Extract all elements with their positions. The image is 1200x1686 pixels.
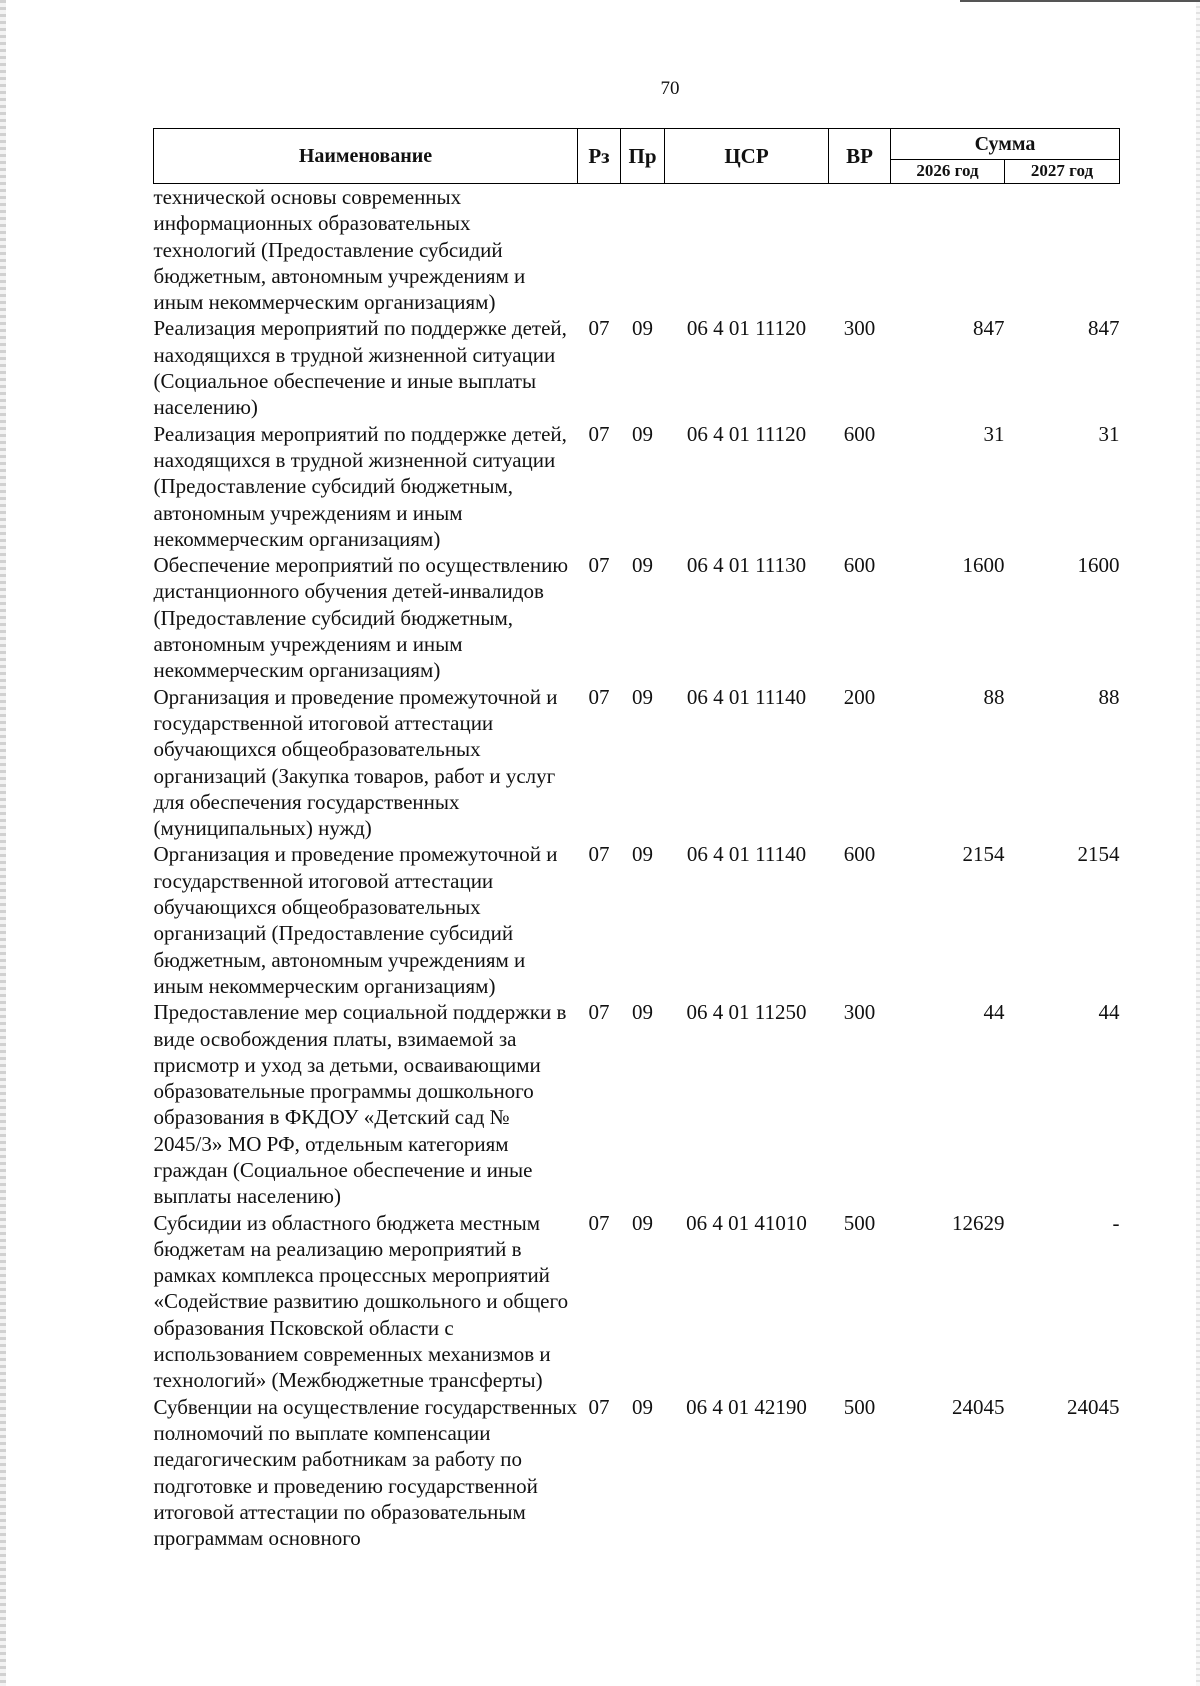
table-row: [154, 999, 1120, 1209]
row-name: Субвенции на осуществление государственных полномочий по выплате компенсации педагогическим работникам за работу по подготовке и проведению государственной итоговой аттестации по образовательным программам основного: [153, 1394, 578, 1551]
row-vr: 600: [843, 553, 876, 578]
row-pr: [621, 184, 665, 316]
row-name: Организация и проведение промежуточной и государственной итоговой аттестации обучающихся общеобразовательных организаций (Предоставление субсидий бюджетным, автономным учреждениям и иным некоммерческим организациям): [153, 842, 558, 998]
row-rz: [578, 184, 621, 316]
row-rz: 07: [588, 1000, 610, 1025]
row-name: Предоставление мер социальной поддержки в виде освобождения платы, взимаемой за присмотр и уход за детьми, осваивающими образовательные программы дошкольного образования в ФКДОУ «Детский сад № 2045/3» МО РФ, отдельным категориям граждан (Социальное обеспечение и иные выплаты населению): [153, 1000, 567, 1209]
row-pr: 09: [632, 684, 653, 709]
row-csr: 06 4 01 11120: [686, 421, 807, 446]
header-year-2026: 2026 год: [891, 159, 1005, 183]
table-row: [154, 684, 1120, 842]
row-pr: 09: [632, 1394, 653, 1419]
row-csr: 06 4 01 41010: [686, 1210, 807, 1235]
row-vr: 600: [843, 421, 876, 446]
row-sum-2026: 1600: [962, 553, 1005, 578]
table-row: [154, 421, 1120, 552]
row-sum-2027: 44: [1098, 1000, 1120, 1025]
row-csr: 06 4 01 11120: [686, 316, 807, 341]
scan-edge-left: [0, 0, 6, 1686]
row-name: Организация и проведение промежуточной и государственной итоговой аттестации обучающихся общеобразовательных организаций (Закупка товаров, работ и услуг для обеспечения государственных (муниципальных) нужд): [153, 684, 558, 841]
header-name: Наименование: [154, 129, 578, 184]
row-name: Реализация мероприятий по поддержке детей, находящихся в трудной жизненной ситуации (Социальное обеспечение и иные выплаты населению): [153, 316, 567, 420]
row-sum-2026: 24045: [952, 1394, 1005, 1419]
row-rz: 07: [588, 1394, 610, 1419]
row-rz: 07: [588, 553, 610, 578]
scan-edge-right: [1196, 0, 1200, 1686]
row-csr: 06 4 01 11250: [686, 1000, 807, 1025]
row-sum-2027: 2154: [1077, 842, 1120, 867]
table-row: [154, 1394, 1120, 1552]
row-sum-2026: 2154: [962, 842, 1005, 867]
row-pr: 09: [632, 553, 653, 578]
table-row: [154, 184, 1120, 316]
row-pr: 09: [632, 842, 653, 867]
row-vr: 500: [843, 1210, 876, 1235]
row-sum-2026: 847: [973, 316, 1005, 341]
header-pr: Пр: [621, 129, 665, 184]
row-sum-2026: 12629: [952, 1210, 1005, 1235]
row-sum-2026: 44: [983, 1000, 1005, 1025]
row-sum-2027: 88: [1098, 684, 1120, 709]
table-row: [154, 315, 1120, 420]
budget-table: [153, 128, 1120, 1551]
row-sum-2027: 847: [1088, 316, 1120, 341]
header-rz: Рз: [578, 129, 621, 184]
row-csr: 06 4 01 11130: [686, 553, 807, 578]
row-sum-2027: 31: [1098, 421, 1120, 446]
header-vr: ВР: [829, 129, 891, 184]
table-header: [154, 129, 1120, 184]
header-year-2027: 2027 год: [1005, 159, 1120, 183]
row-vr: 200: [843, 684, 876, 709]
row-pr: 09: [632, 1000, 653, 1025]
row-rz: 07: [588, 1210, 610, 1235]
row-name: технической основы современных информационных образовательных технологий (Предоставление субсидий бюджетным, автономным учреждениям и иным некоммерческим организациям): [153, 185, 526, 315]
table-row: [154, 552, 1120, 683]
row-vr: 300: [843, 316, 876, 341]
row-rz: 07: [588, 316, 610, 341]
row-vr: 500: [843, 1394, 876, 1419]
header-csr: ЦСР: [665, 129, 829, 184]
row-sum-2027: 1600: [1077, 553, 1120, 578]
row-name: Реализация мероприятий по поддержке детей, находящихся в трудной жизненной ситуации (Предоставление субсидий бюджетным, автономным учреждениям и иным некоммерческим организациям): [153, 421, 567, 551]
row-csr: 06 4 01 11140: [686, 842, 807, 867]
row-name: Субсидии из областного бюджета местным бюджетам на реализацию мероприятий в рамках комплекса процессных мероприятий «Содействие развитию дошкольного и общего образования Псковской области с использованием современных механизмов и технологий» (Межбюджетные трансферты): [153, 1210, 569, 1393]
row-sum-2027: -: [1112, 1210, 1120, 1235]
row-vr: 300: [843, 1000, 876, 1025]
row-csr: 06 4 01 11140: [686, 684, 807, 709]
row-vr: [829, 184, 891, 316]
row-sum-2026: 88: [983, 684, 1005, 709]
row-pr: 09: [632, 316, 653, 341]
row-sum-2027: 24045: [1067, 1394, 1120, 1419]
row-rz: 07: [588, 842, 610, 867]
table-row: [154, 1210, 1120, 1394]
row-vr: 600: [843, 842, 876, 867]
table-row: [154, 841, 1120, 999]
row-rz: 07: [588, 684, 610, 709]
row-name: Обеспечение мероприятий по осуществлению дистанционного обучения детей-инвалидов (Предоставление субсидий бюджетным, автономным учреждениям и иным некоммерческим организациям): [153, 553, 569, 683]
row-sum-2027: [1005, 184, 1120, 316]
scan-edge-top: [960, 0, 1200, 2]
row-rz: 07: [588, 421, 610, 446]
row-pr: 09: [632, 421, 653, 446]
page-number: 70: [660, 78, 680, 99]
header-sum: Сумма: [891, 129, 1120, 160]
row-sum-2026: [891, 184, 1005, 316]
row-csr: [665, 184, 829, 316]
row-pr: 09: [632, 1210, 653, 1235]
row-sum-2026: 31: [983, 421, 1005, 446]
row-csr: 06 4 01 42190: [686, 1394, 807, 1419]
